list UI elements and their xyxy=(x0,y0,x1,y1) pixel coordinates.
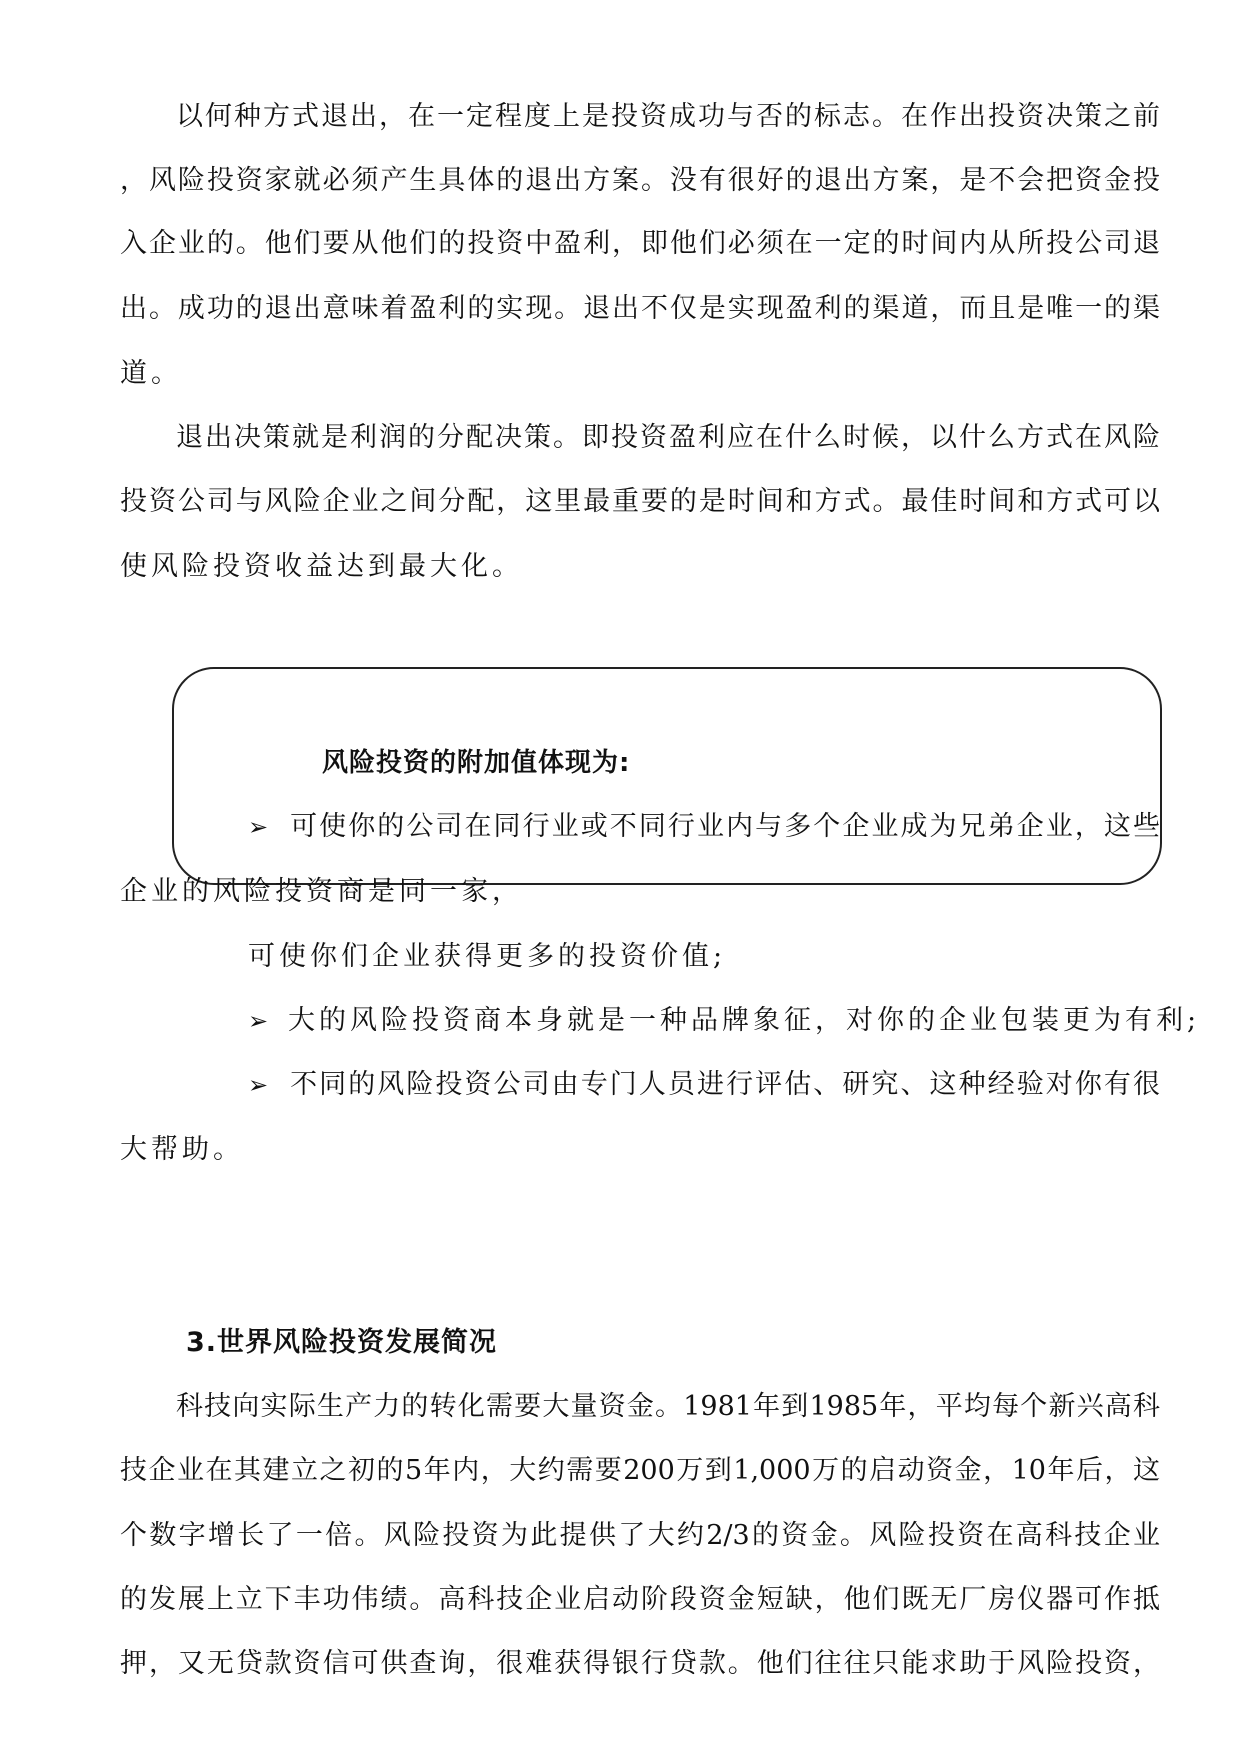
bullet-arrow-icon: ➢ xyxy=(248,1007,273,1035)
para2-line-3: 使风险投资收益达到最大化。 xyxy=(120,551,523,582)
bullet-arrow-icon: ➢ xyxy=(248,813,269,841)
bullet-item-2 xyxy=(248,1003,1200,1039)
bullet-item-3-text: 不同的风险投资公司由专门人员进行评估、研究、这种经验对你有很 xyxy=(288,1069,1160,1100)
para1-line-4: 出。成功的退出意味着盈利的实现。退出不仅是实现盈利的渠道，而且是唯一的渠 xyxy=(120,293,1160,324)
section3-line-2: 技企业在其建立之初的5年内，大约需要200万到1,000万的启动资金，10年后，这 xyxy=(120,1455,1160,1486)
para1-line-3: 入企业的。他们要从他们的投资中盈利，即他们必须在一定的时间内从所投公司退 xyxy=(120,228,1160,259)
section-heading: 3.世界风险投资发展简况 xyxy=(186,1327,498,1358)
para2-line-1: 退出决策就是利润的分配决策。即投资盈利应在什么时候，以什么方式在风险 xyxy=(176,422,1160,453)
bullet-item-2-text: 大的风险投资商本身就是一种品牌象征，对你的企业包装更为有利; xyxy=(288,1005,1201,1036)
bullet-item-1-line-1 xyxy=(248,809,1160,845)
bullet-arrow-icon: ➢ xyxy=(248,1071,269,1099)
bullet-item-1-text: 可使你的公司在同行业或不同行业内与多个企业成为兄弟企业，这些 xyxy=(288,811,1160,842)
section3-line-5: 押，又无贷款资信可供查询，很难获得银行贷款。他们往往只能求助于风险投资， xyxy=(120,1648,1160,1679)
callout-box xyxy=(172,667,1162,885)
section3-line-3: 个数字增长了一倍。风险投资为此提供了大约2/3的资金。风险投资在高科技企业 xyxy=(120,1520,1160,1551)
section3-line-4: 的发展上立下丰功伟绩。高科技企业启动阶段资金短缺，他们既无厂房仪器可作抵 xyxy=(120,1584,1160,1615)
bullet-item-1-line-2: 企业的风险投资商是同一家， xyxy=(120,876,523,907)
bullet-item-3-line-1 xyxy=(248,1067,1160,1103)
para1-line-5: 道。 xyxy=(120,358,182,389)
plain-line: 可使你们企业获得更多的投资价值; xyxy=(248,941,727,972)
section3-line-1: 科技向实际生产力的转化需要大量资金。1981年到1985年，平均每个新兴高科 xyxy=(176,1391,1160,1422)
para1-line-1: 以何种方式退出，在一定程度上是投资成功与否的标志。在作出投资决策之前 xyxy=(176,101,1160,132)
callout-title: 风险投资的附加值体现为: xyxy=(322,748,631,778)
para2-line-2: 投资公司与风险企业之间分配，这里最重要的是时间和方式。最佳时间和方式可以 xyxy=(120,486,1160,517)
para1-line-2: ，风险投资家就必须产生具体的退出方案。没有很好的退出方案，是不会把资金投 xyxy=(120,165,1160,196)
bullet-item-3-line-2: 大帮助。 xyxy=(120,1134,244,1165)
